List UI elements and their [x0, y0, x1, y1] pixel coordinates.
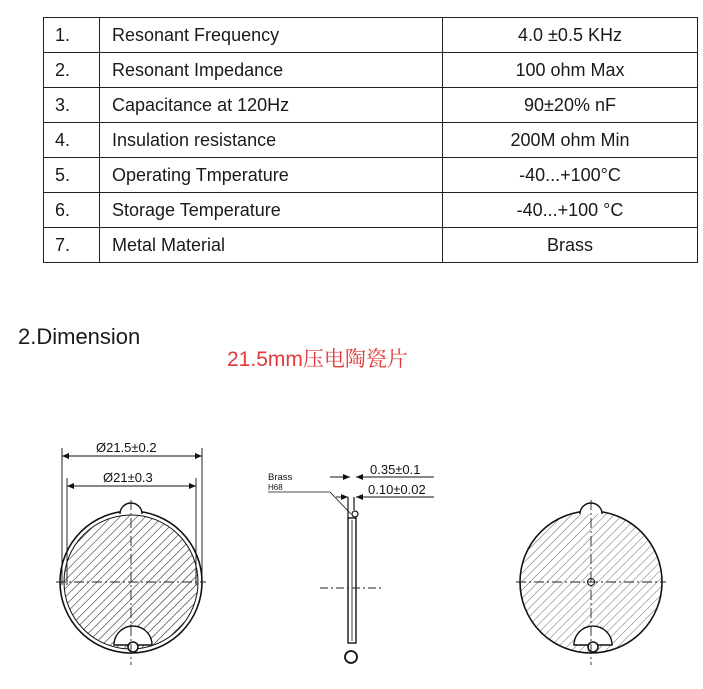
spec-row: [44, 88, 698, 123]
side-view: [268, 462, 434, 663]
spec-number: 7.: [44, 228, 100, 263]
section-heading: 2.Dimension: [18, 324, 141, 349]
spec-name: Operating Tmperature: [100, 158, 443, 193]
spec-value: 200M ohm Min: [443, 123, 698, 158]
spec-number: 4.: [44, 123, 100, 158]
section-subtitle: 21.5mm压电陶瓷片: [227, 348, 408, 371]
spec-value: -40...+100°C: [443, 158, 698, 193]
spec-name: Metal Material: [100, 228, 443, 263]
spec-value: 100 ohm Max: [443, 53, 698, 88]
spec-row: [44, 228, 698, 263]
spec-name: Resonant Frequency: [100, 18, 443, 53]
spec-name: Storage Temperature: [100, 193, 443, 228]
dimension-drawing: [0, 380, 703, 689]
spec-value: -40...+100 °C: [443, 193, 698, 228]
spec-number: 3.: [44, 88, 100, 123]
inner-diameter-label: Ø21±0.3: [103, 470, 153, 485]
spec-row: [44, 53, 698, 88]
spec-name: Capacitance at 120Hz: [100, 88, 443, 123]
spec-number: 1.: [44, 18, 100, 53]
back-view-disc: [516, 500, 666, 665]
spec-name: Resonant Impedance: [100, 53, 443, 88]
spec-value: 90±20% nF: [443, 88, 698, 123]
material-label: Brass: [268, 472, 293, 483]
spec-table: [43, 17, 698, 263]
spec-value: 4.0 ±0.5 KHz: [443, 18, 698, 53]
plate-thickness-label: 0.10±0.02: [368, 482, 426, 497]
spec-number: 6.: [44, 193, 100, 228]
spec-row: [44, 123, 698, 158]
outer-diameter-label: Ø21.5±0.2: [96, 440, 157, 455]
spec-number: 5.: [44, 158, 100, 193]
front-view-disc: [56, 440, 206, 665]
spec-row: [44, 18, 698, 53]
spec-row: [44, 193, 698, 228]
spec-row: [44, 158, 698, 193]
spec-number: 2.: [44, 53, 100, 88]
spec-value: Brass: [443, 228, 698, 263]
spec-name: Insulation resistance: [100, 123, 443, 158]
material-grade-label: H68: [268, 483, 283, 492]
total-thickness-label: 0.35±0.1: [370, 462, 421, 477]
